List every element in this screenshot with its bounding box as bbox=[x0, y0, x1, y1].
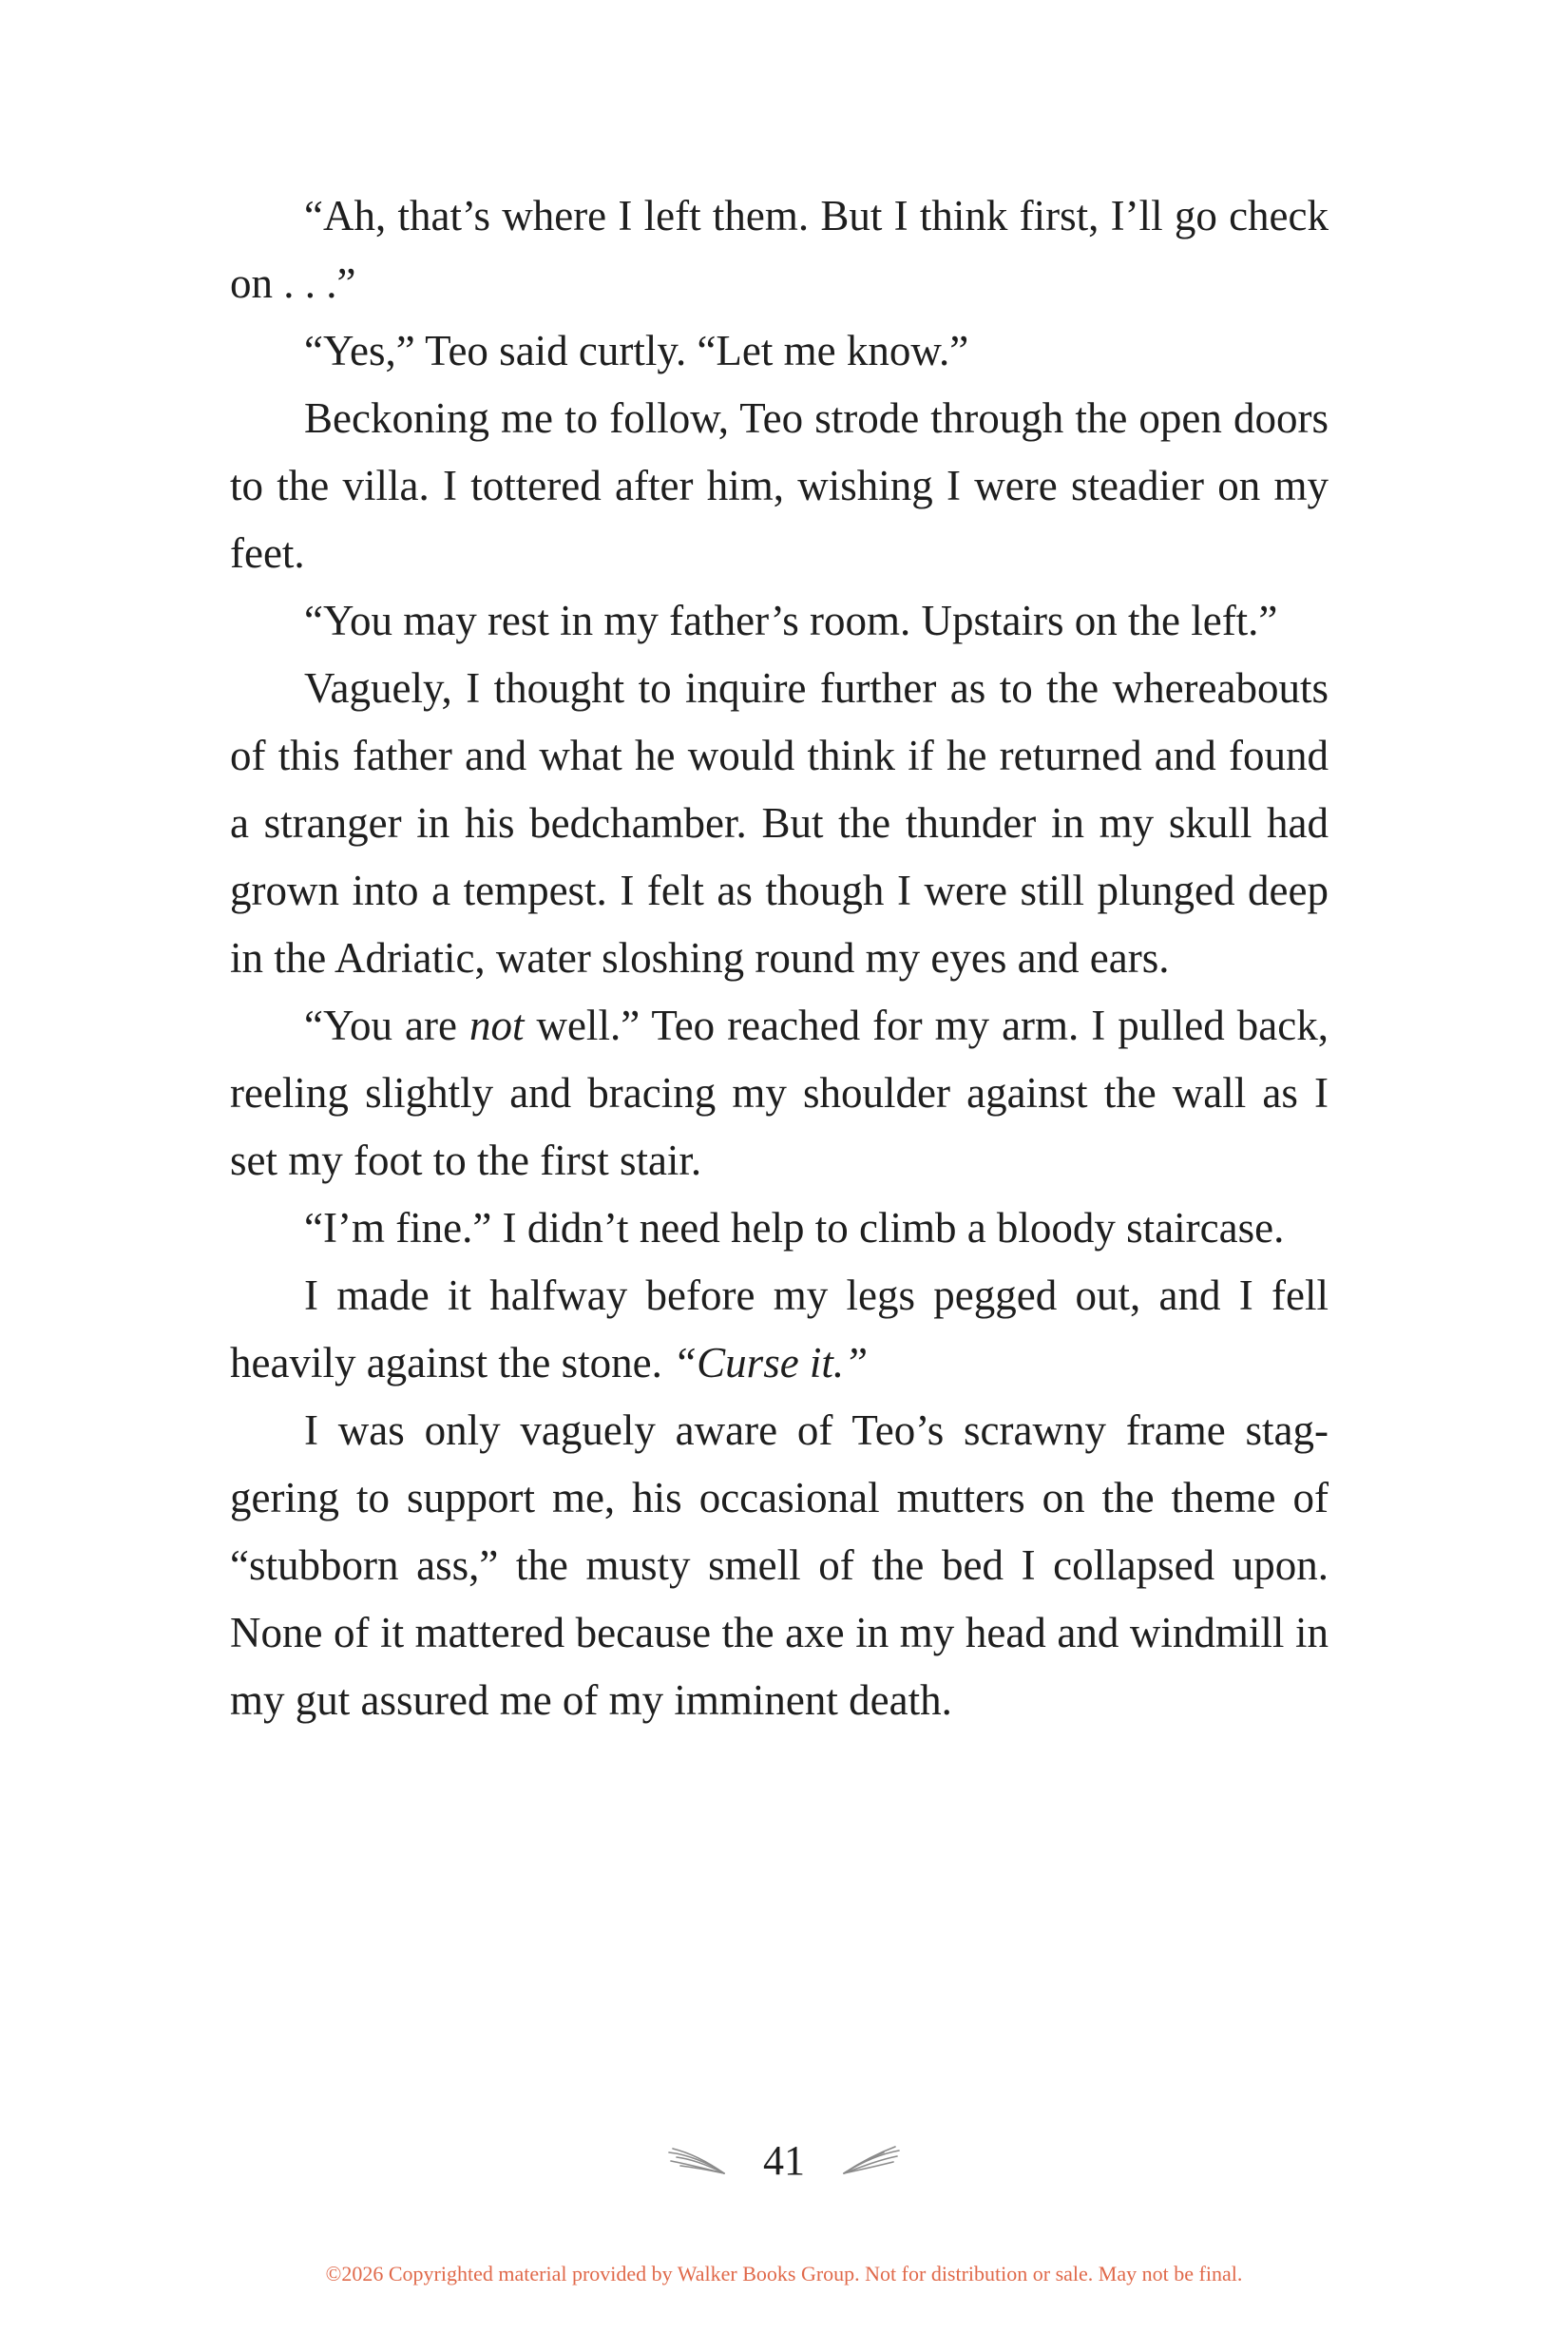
feather-left-icon bbox=[667, 2145, 728, 2177]
text-segment: “I’m fine.” I didn’t need help to climb a bloody staircase. bbox=[304, 1204, 1285, 1252]
text-segment: well.” Teo reached for my arm. I pulled back, reeling slightly and bracing my shoulder against the wall as I set my foot to the first stair. bbox=[230, 1002, 1329, 1184]
text-segment: I made it halfway before my legs pegged out, and I fell heavily against the stone. bbox=[230, 1272, 1329, 1386]
text-segment: “Yes,” Teo said curtly. “Let me know.” bbox=[304, 327, 969, 374]
text-segment: Beckoning me to follow, Teo strode through the open doors to the villa. I tottered after him, wishing I were steadier on my feet. bbox=[230, 394, 1329, 577]
paragraph bbox=[230, 655, 1329, 992]
body-text bbox=[230, 182, 1329, 1734]
paragraph bbox=[230, 1397, 1329, 1734]
text-segment: I was only vaguely aware of Teo’s scrawny frame staggering to support me, his occasional mutters on the theme of “stubborn ass,” the musty smell of the bed I collapsed upon. None of it mattered because the axe in my head and windmill in my gut assured me of my imminent death. bbox=[230, 1406, 1329, 1724]
page-number: 41 bbox=[763, 2136, 805, 2184]
text-segment: “Ah, that’s where I left them. But I think first, I’ll go check on . . .” bbox=[230, 192, 1329, 307]
text-segment: “You are bbox=[304, 1002, 469, 1049]
text-segment: Vaguely, I thought to inquire further as to the whereabouts of this father and what he would think if he returned and found a stranger in his bedchamber. But the thunder in my skull had grown into a tempest. I felt as though I were still plunged deep in the Adriatic, water sloshing round my eyes and ears. bbox=[230, 664, 1329, 982]
paragraph bbox=[230, 587, 1329, 655]
paragraph bbox=[230, 182, 1329, 317]
text-segment: “You may rest in my father’s room. Upstairs on the left.” bbox=[304, 597, 1278, 644]
folio bbox=[0, 2129, 1568, 2189]
paragraph bbox=[230, 317, 1329, 385]
paragraph bbox=[230, 1195, 1329, 1262]
paragraph bbox=[230, 1262, 1329, 1397]
paragraph bbox=[230, 992, 1329, 1195]
italic-text: “Curse it.” bbox=[673, 1339, 869, 1386]
copyright-notice: ©2026 Copyrighted material provided by Walker Books Group. Not for distribution or sale. May not be final. bbox=[325, 2262, 1243, 2285]
feather-right-icon bbox=[840, 2145, 901, 2177]
paragraph bbox=[230, 385, 1329, 587]
italic-text: not bbox=[468, 1002, 525, 1049]
